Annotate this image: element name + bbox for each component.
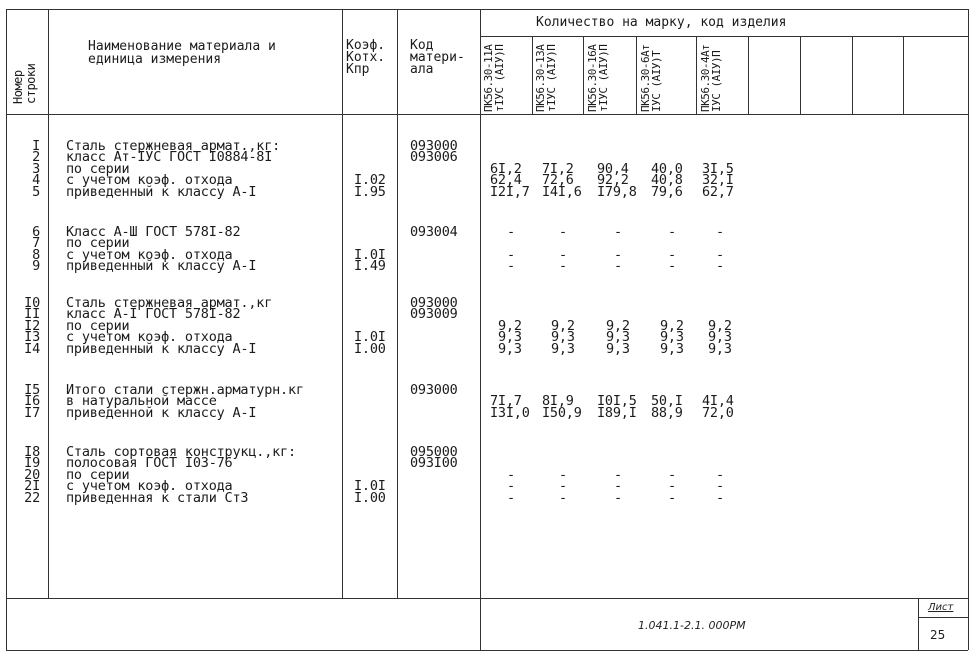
quantity-header-line (480, 36, 968, 37)
row-number-header: Номер строки (11, 63, 38, 104)
row-numbers-g2: 6 7 8 9 (32, 224, 40, 275)
values-g4-p4: 50,I 88,9 (651, 393, 683, 421)
sheet-box-line (918, 617, 968, 618)
sheet-number: 25 (930, 628, 946, 642)
frame-right-line (968, 9, 969, 650)
col-line-code (480, 9, 481, 650)
sheet-box-left-line (918, 598, 919, 650)
col-line-p2 (583, 36, 584, 114)
frame-top-line (6, 9, 968, 10)
values-g2-p5: - - - (716, 224, 724, 275)
frame-bottom-line (6, 650, 968, 651)
col-line-p6 (800, 36, 801, 114)
row-numbers-g3: I0 II I2 I3 I4 (24, 295, 40, 357)
col-line-p5 (748, 36, 749, 114)
values-g2-p1: - - - (507, 224, 515, 275)
product-code-3: ПК56.30-16АтIУС (АIУ)П (586, 44, 610, 112)
values-g5-p2: - - - (559, 466, 567, 506)
codes-g4: 093000 (410, 382, 458, 398)
row-numbers-g5: I8 I9 20 2I 22 (24, 444, 40, 506)
product-code-4: ПК56.30-6АтIУС (АIУ)Т (639, 44, 663, 112)
codes-g1: 093000 093006 (410, 138, 458, 166)
col-line-p7 (852, 36, 853, 114)
values-g3-p5: 9,2 9,3 9,3 (708, 317, 732, 357)
material-names-g2: Класс А-Ш ГОСТ 578I-82 по серии с учетом коэф. отхода приведенный к классу А-I (66, 224, 257, 275)
values-g1-p3: 90,4 92,2 I79,8 (597, 160, 637, 200)
document-code: 1.041.1-2.1. 000РМ (638, 619, 746, 632)
frame-left-line (6, 9, 7, 650)
values-g1-p4: 40,0 40,8 79,6 (651, 160, 683, 200)
values-g3-p4: 9,2 9,3 9,3 (660, 317, 684, 357)
values-g3-p1: 9,2 9,3 9,3 (498, 317, 522, 357)
values-g4-p1: 7I,7 I3I,0 (490, 393, 530, 421)
product-code-2: ПК56.30-13АтIУС (АIУ)П (534, 44, 558, 112)
values-g1-p2: 7I,2 72,6 I4I,6 (542, 160, 582, 200)
values-g3-p2: 9,2 9,3 9,3 (551, 317, 575, 357)
product-code-1: ПК56.30-11АтIУС (АIУ)П (482, 44, 506, 112)
coefs-g1: I.02 I.95 (354, 172, 386, 200)
values-g3-p3: 9,2 9,3 9,3 (606, 317, 630, 357)
material-name-header: Наименование материала и единица измерения (88, 39, 276, 67)
values-g2-p2: - - - (559, 224, 567, 275)
codes-g3: 093000 093009 (410, 295, 458, 323)
col-line-coef (397, 9, 398, 598)
coef-header: Коэф. Котх. Кпр (346, 38, 386, 77)
header-separator-line (6, 114, 968, 115)
col-line-p3 (636, 36, 637, 114)
col-line-p8 (903, 36, 904, 114)
col-line-p4 (696, 36, 697, 114)
values-g5-p3: - - - (614, 466, 622, 506)
values-g4-p2: 8I,9 I50,9 (542, 393, 582, 421)
row-numbers-g4: I5 I6 I7 (24, 382, 40, 421)
product-code-5: ПК56.30-4АтIУС (АIУ)П (699, 44, 723, 112)
sheet-label: Лист (928, 602, 954, 613)
values-g1-p1: 6I,2 62,4 I2I,7 (490, 160, 530, 200)
quantity-header: Количество на марку, код изделия (536, 15, 787, 30)
col-line-name (342, 9, 343, 598)
material-names-g4: Итого стали стержн.арматурн.кг в натуральной массе приведенной к классу А-I (66, 382, 304, 421)
values-g5-p1: - - - (507, 466, 515, 506)
values-g2-p4: - - - (668, 224, 676, 275)
material-names-g5: Сталь сортовая конструкц.,кг: полосовая ГОСТ I03-76 по серии с учетом коэф. отхода приведенная к стали Ст3 (66, 444, 296, 506)
coefs-g2: I.0I I.49 (354, 246, 386, 275)
col-line-p1 (532, 36, 533, 114)
codes-g2: 093004 (410, 224, 458, 240)
values-g4-p5: 4I,4 72,0 (702, 393, 734, 421)
values-g4-p3: I0I,5 I89,I (597, 393, 637, 421)
coefs-g5: I.0I I.00 (354, 478, 386, 506)
row-numbers-g1: I 2 3 4 5 (32, 138, 40, 200)
material-names-g3: Сталь стержневая армат.,кг класс А-I ГОСТ 578I-82 по серии с учетом коэф. отхода приведенный к классу А-I (66, 295, 273, 357)
code-header: Код матери- ала (410, 38, 465, 77)
codes-g5: 095000 093I00 (410, 444, 458, 472)
material-names-g1: Сталь стержневая армат.,кг: класс Ат-IУС ГОСТ I0884-8I по серии с учетом коэф. отхода приведенный к классу А-I (66, 138, 281, 200)
values-g2-p3: - - - (614, 224, 622, 275)
values-g5-p5: - - - (716, 466, 724, 506)
footer-top-line (6, 598, 968, 599)
values-g1-p5: 3I,5 32,I 62,7 (702, 160, 734, 200)
values-g5-p4: - - - (668, 466, 676, 506)
coefs-g3: I.0I I.00 (354, 329, 386, 357)
col-line-num (48, 9, 49, 598)
